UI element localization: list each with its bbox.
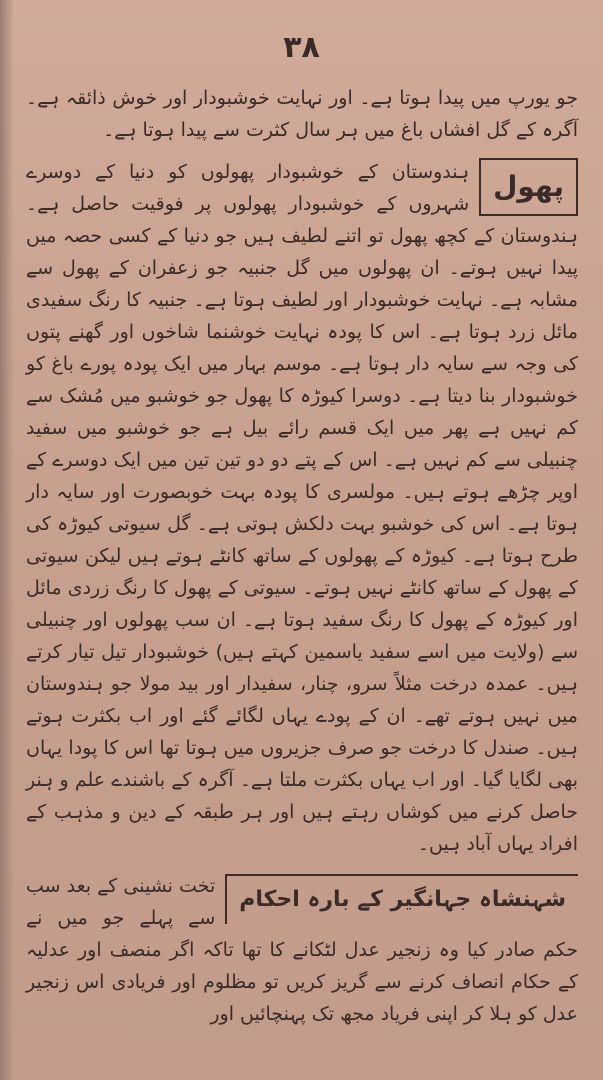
flowers-paragraph: ہندوستان کے خوشبودار پھولوں کو دنیا کے دوسرے شہروں کے خوشبودار پھولوں پر فوقیت حاصل ہے۔ ہندوستان کے کچھ پھول تو اتنے لطیف ہیں جو دنیا کے کسی حصہ میں پیدا نہیں ہوتے۔ ان پھولوں میں گل جنبیہ جو زعفران کے پھول سے مشابہ ہے۔ نہایت خوشبودار اور لطیف ہوتا ہے۔ جنبیہ کا رنگ سفیدی مائل زرد ہوتا ہے۔ اس کا پودہ نہایت خوشنما شاخوں اور گھنے پتوں کی وجہ سے سایہ دار ہوتا ہے۔ موسم بہار میں ایک پودہ پورے باغ کو خوشبودار بنا دیتا ہے۔ دوسرا کیوڑہ کا پھول جو خوشبو میں مُشک سے کم نہیں ہے پھر میں ایک قسم رائے بیل ہے جو خوشبو میں سفید چنبیلی سے کم نہیں ہے۔ اس کے پتے دو دو تین تین میں ایک دوسرے کے اوپر چڑھے ہوتے ہیں۔ مولسری کا پودہ بہت خوبصورت اور سایہ دار ہوتا ہے۔ اس کی خوشبو بہت دلکش ہوتی ہے۔ گل سیوتی کیوڑہ کی طرح ہوتا ہے۔ کیوڑہ کے پھولوں کے ساتھ کانٹے ہوتے ہیں لیکن سیوتی کے پھول کے ساتھ کانٹے نہیں ہوتے۔ سیوتی کے پھول کا رنگ زردی مائل اور کیوڑہ کے پھول کا رنگ سفید ہوتا ہے۔ ان سب پھولوں اور چنبیلی سے (ولایت میں اسے سفید یاسمین کہتے ہیں) خوشبودار تیل تیار کرتے ہیں۔ عمدہ درخت مثلاً سرو، چنار، سفیدار اور بید مولا جو ہندوستان میں نہیں ہوتے تھے۔ ان کے پودے یہاں لگائے گئے اور اب بکثرت ہوتے ہیں۔ صندل کا درخت جو صرف جزیروں میں ہوتا تھا اس کا پودا یہاں بھی لگایا گیا۔ اور اب یہاں بکثرت ملتا ہے۔ آگرہ کے باشندے علم و ہنر حاصل کرنے میں کوشاں رہتے ہیں اور ہر طبقہ کے دین و مذہب کے افراد یہاں آباد ہیں۔ [26,161,578,855]
page-body [26,82,578,1040]
jahangir-section [26,870,578,1030]
jahangir-heading: شہنشاہ جہانگیر کے بارہ احکام [225,874,578,924]
flowers-section [26,156,578,860]
page-edge-shadow [0,0,14,1080]
jahangir-paragraph: تخت نشینی کے بعد سب سے پہلے جو میں نے حکم صادر کیا وہ زنجیر عدل لٹکانے کا تھا تاکہ اگر منصف اور عدلیہ کے حکام انصاف کرنے سے گریز کریں تو مظلوم اور فریادی اس زنجیر عدل کو ہلا کر اپنی فریاد مجھ تک پہنچائیں اور [26,875,578,1025]
page-number: ۳۸ [283,30,320,65]
intro-paragraph: جو یورپ میں پیدا ہوتا ہے۔ اور نہایت خوشبودار اور خوش ذائقہ ہے۔ آگرہ کے گل افشاں باغ میں ہر سال کثرت سے پیدا ہوتا ہے۔ [26,87,578,141]
flowers-heading: پھول [479,158,578,216]
